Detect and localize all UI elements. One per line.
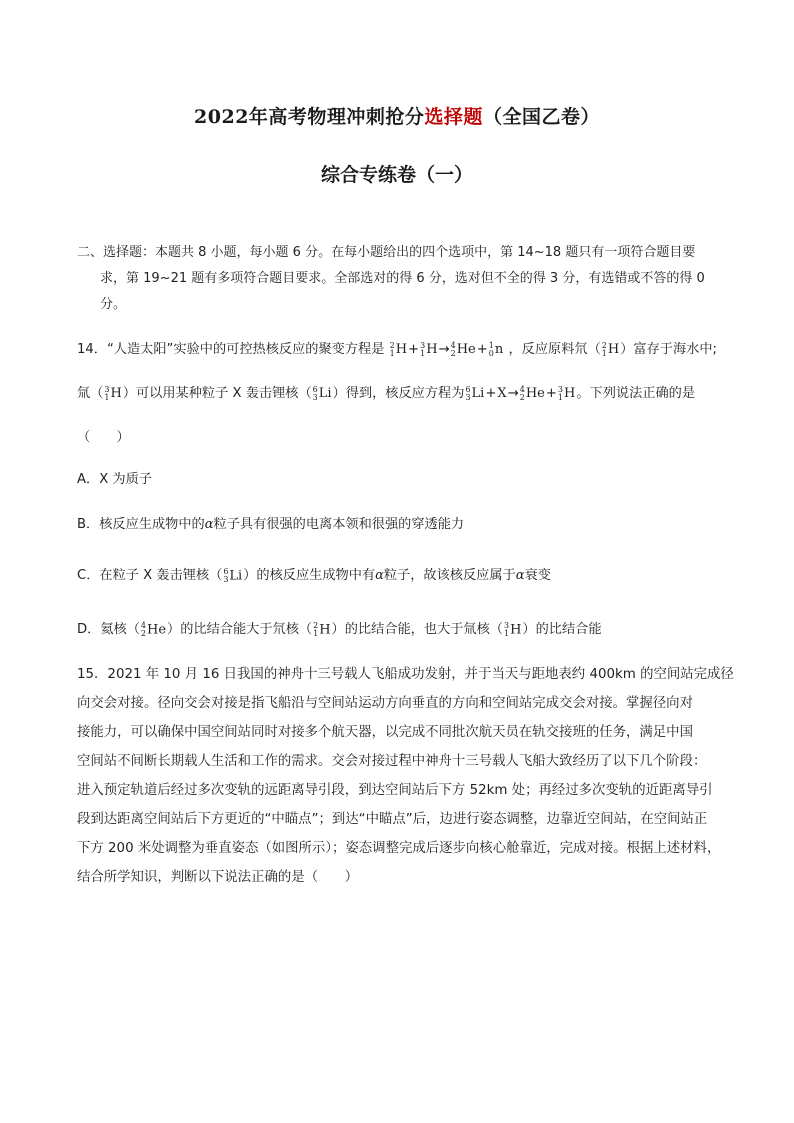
question-14 [77,340,729,472]
nuclide-h3: 3 1 H [104,384,122,402]
question-15-line: 空间站不间断长期载人生活和工作的需求。交会对接过程中神舟十三号载人飞船大致经历了以下几个阶段： [77,754,707,769]
question-15-line: 进入预定轨道后经过多次变轨的远距离导引段，到达空间站后下方 52km 处；再经过多次变轨的近距离导引 [77,783,713,798]
instruction-line: 求，第 19~21 题有多项符合题目要求。全部选对的得 6 分，选对但不全的得 3 分，有选错或不答的得 0 [100,271,705,286]
question-15-line: 段到达距离空间站后下方更近的“中瞄点”；到达“中瞄点”后，边进行姿态调整，边靠近空间站，在空间站正 [77,812,708,827]
option-a[interactable]: A．X 为质子 [77,472,152,487]
nuclide-he4: 4 2 He [140,620,167,638]
question-15-line: 15．2021 年 10 月 16 日我国的神舟十三号载人飞船成功发射，并于当天与距地表约 400km 的空间站完成径 [77,667,734,682]
question-14-line-2: 氚（ 3 1 H）可以用某种粒子 X 轰击锂核（ 6 3 Li）得到，核反应方程为 6 3 Li+X→ 4 2 He+ 3 1 H。下列说法正确的是 [77,384,729,404]
nuclide-h3: 3 1 H [503,620,522,638]
question-14-answer-blank: （ ） [77,430,130,445]
question-15-line: 结合所学知识，判断以下说法正确的是（ ） [77,870,359,885]
question-15-line: 下方 200 米处调整为垂直姿态（如图所示）；姿态调整完成后逐步向核心舱靠近，完成对接。根据上述材料， [77,841,721,856]
nuclide-h2: 2 1 H [313,620,331,638]
question-15-line: 向交会对接。径向交会对接是指飞船沿与空间站运动方向垂直的方向和空间站完成交会对接。掌握径向对 [77,696,693,711]
page-title: 2022年高考物理冲刺抢分选择题（全国乙卷） [194,106,600,128]
nuclide-h2: 2 1 H [389,340,408,358]
particle-x: X [497,386,507,401]
nuclide-li6: 6 3 Li [465,384,485,402]
instruction-line: 分。 [100,297,127,312]
nuclide-he4: 4 2 He [519,384,545,402]
nuclide-he4: 4 2 He [450,340,476,358]
page-subtitle: 综合专练卷（一） [320,164,473,186]
nuclide-li6: 6 3 Li [312,384,332,402]
nuclide-h2: 2 1 H [601,340,620,358]
nuclide-h3: 3 1 H [420,340,438,358]
nuclide-h3: 3 1 H [557,384,576,402]
alpha-symbol: α [375,568,384,583]
nuclide-li6: 6 3 Li [223,566,243,584]
nuclide-n1: 1 0 n [488,340,504,358]
instruction-line: 二、选择题：本题共 8 小题，每小题 6 分。在每小题给出的四个选项中，第 14~18 题只有一项符合题目要 [77,245,696,260]
option-d[interactable]: D．氦核（ 4 2 He）的比结合能大于氘核（ 2 1 H）的比结合能，也大于氚核（ 3 1 H）的比结合能 [77,620,602,638]
alpha-symbol: α [204,517,214,532]
option-c[interactable]: C．在粒子 X 轰击锂核（ 6 3 Li）的核反应生成物中有α粒子，故该核反应属于α衰变 [77,566,551,584]
question-15 [77,665,734,897]
alpha-symbol: α [515,568,525,583]
arrow-symbol: → [438,342,450,357]
option-b[interactable]: B．核反应生成物中的α粒子具有很强的电离本领和很强的穿透能力 [77,517,465,532]
section-instructions [77,240,727,318]
question-14-line-1: 14．“人造太阳”实验中的可控热核反应的聚变方程是 2 1 H+ 3 1 H→ 4 2 He+ 1 0 n ，反应原料氘（ 2 1 H）富存于海水中; [77,340,729,360]
question-15-line: 接能力，可以确保中国空间站同时对接多个航天器，以完成不同批次航天员在轨交接班的任务，满足中国 [77,725,693,740]
arrow-symbol: → [507,386,519,401]
title-highlight: 选择题 [424,106,483,128]
